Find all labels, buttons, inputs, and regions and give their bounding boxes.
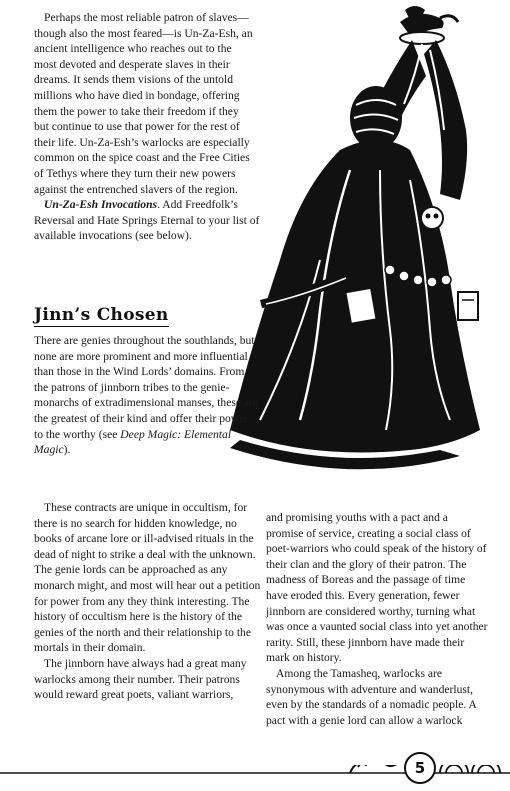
contracts-paragraph: These contracts are unique in occultism, for there is no search for hidden knowledge, no books of arcane lore or ill-advised rituals in the dead of night to strike a deal with the unknown. The genie lords can be approached as any monarch might, and most will hear out a petition for power from any they think interesting. The history of occultism here is the history of the genies of the north and their relationship to the mortals in their domain.	[34, 501, 261, 655]
tamasheq-paragraph: Among the Tamasheq, warlocks are synonymous with adventure and wanderlust, even by the standards of a nomadic people. A pact with a genie lord can allow a warlock	[266, 666, 477, 727]
invocations-label: Un-Za-Esh Invocations	[44, 198, 158, 212]
oil-lamp-icon	[400, 6, 458, 44]
jinn-intro-column	[34, 333, 260, 458]
section-heading: Jinn’s Chosen	[34, 305, 169, 325]
invocations-text: . Add Freedfolk’s Reversal and Hate Springs Eternal to your list of available invocations (see below).	[34, 198, 260, 243]
invocations-paragraph	[34, 197, 260, 244]
page-number: 5	[404, 752, 436, 784]
poet-warriors-paragraph: and promising youths with a pact and a promise of service, creating a social class of poet-warriors who could speak of the history of their clan and the glory of their patron. The madness of Boreas and the passage of time have eroded this. Every generation, fewer jinnborn are considered worthy, turning what was once a vaunted social class into yet another rarity. Still, these jinnborn have made their mark on history.	[266, 511, 488, 665]
right-column	[266, 510, 488, 728]
left-column	[34, 500, 262, 703]
wave-ornament-icon	[440, 765, 500, 773]
un-za-esh-paragraph: Perhaps the most reliable patron of slaves—though also the most feared—is Un-Za-Esh, an ancient intelligence who reaches out to the most devoted and desperate slaves in their dreams. It sends them visions of the untold millions who have died in bondage, offering them the power to take their freedom if they but continue to use that power for the rest of their life. Un-Za-Esh’s warlocks are especially common on the spice coast and the Free Cities of Tethys where they turn their new powers against the entrenched slavers of the region.	[34, 11, 253, 196]
intro-column	[34, 10, 269, 244]
dragon-ornament-icon	[350, 765, 398, 773]
jinn-intro-end: ).	[63, 443, 71, 457]
jinn-intro-paragraph	[34, 333, 260, 458]
deep-magic-reference: Deep Magic: Elemental Magic	[34, 427, 232, 457]
jinn-intro-text: There are genies throughout the southlands, but none are more prominent and more influential than those in the Wind Lords’ domains. From the patrons of jinnborn tribes to the genie-monarchs of extradimensional manses, these are the greatest of their kind and offer their power to the worthy (see	[34, 334, 259, 441]
jinnborn-paragraph: The jinnborn have always had a great many warlocks among their number. Their patrons would reward great poets, valiant warriors,	[34, 656, 247, 702]
